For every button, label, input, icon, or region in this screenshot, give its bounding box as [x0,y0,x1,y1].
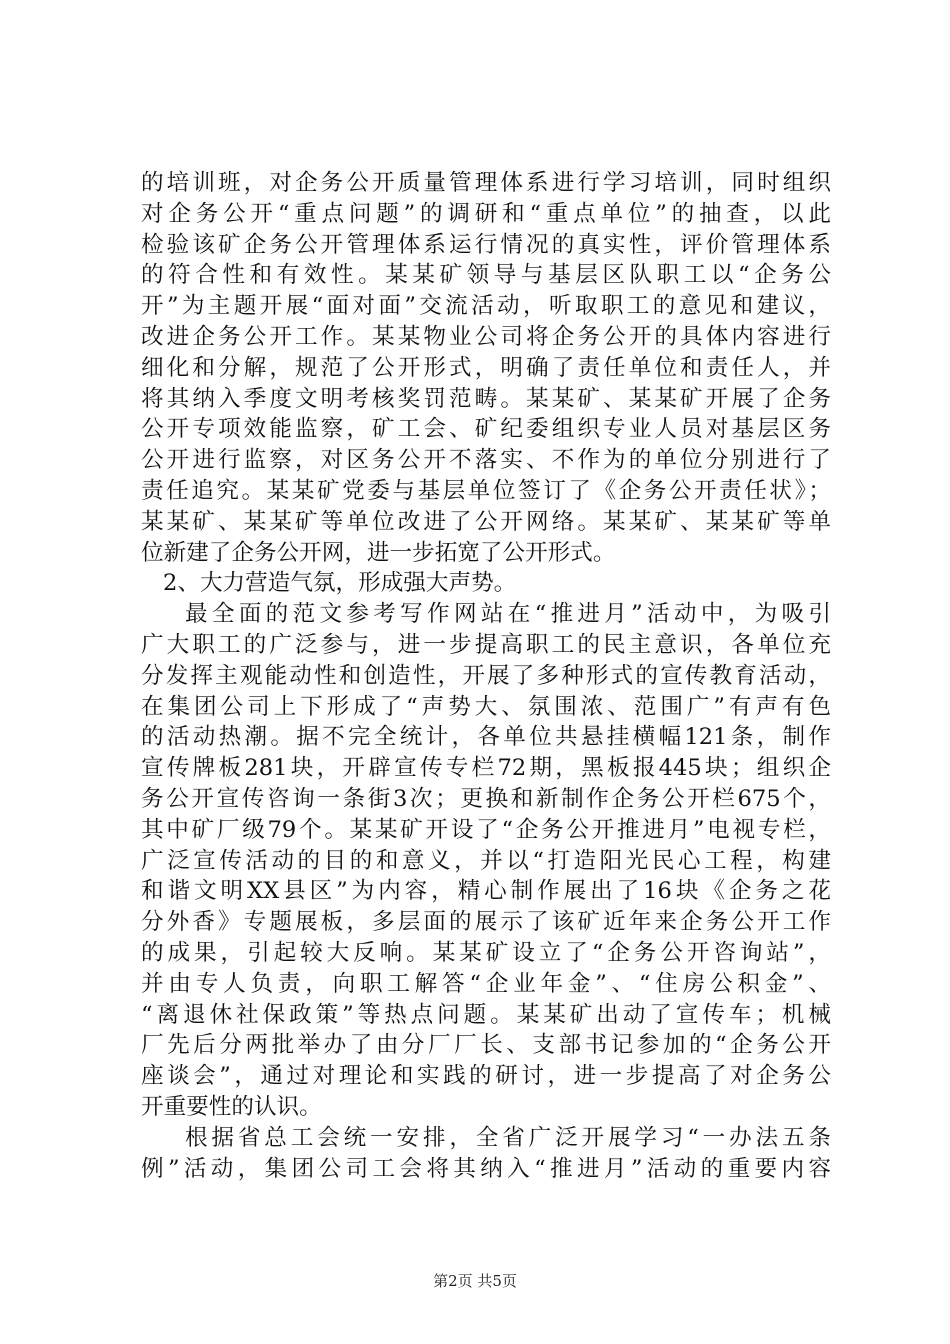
text-line: 位新建了企务公开网，进一步拓宽了公开形式。 [141,539,616,566]
text-line: 其中矿厂级79个。某某矿开设了“企务公开推进月”电视专栏， [141,816,831,843]
text-line: 广泛宣传活动的目的和意义，并以“打造阳光民心工程，构建 [141,847,831,874]
text-line: 宣传牌板281块，开辟宣传专栏72期，黑板报445块；组织企 [141,755,831,782]
text-line: 公开进行监察，对区务公开不落实、不作为的单位分别进行了 [141,447,831,474]
text-line: 检验该矿企务公开管理体系运行情况的真实性，评价管理体系 [141,231,831,258]
text-line: 责任追究。某某矿党委与基层单位签订了《企务公开责任状》； [141,477,831,504]
text-line: 的符合性和有效性。某某矿领导与基层区队职工以“企务公 [141,262,831,289]
text-line: 开”为主题开展“面对面”交流活动，听取职工的意见和建议， [141,293,831,320]
page-footer: 第2页 共5页 [433,1272,517,1290]
text-line: 开重要性的认识。 [141,1093,322,1120]
text-line: 将其纳入季度文明考核奖罚范畴。某某矿、某某矿开展了企务 [141,385,831,412]
text-line: 厂先后分两批举办了由分厂厂长、支部书记参加的“企务公开 [141,1032,831,1059]
text-line: 的活动热潮。据不完全统计，各单位共悬挂横幅121条，制作 [141,724,831,751]
text-line: 根据省总工会统一安排，全省广泛开展学习“一办法五条 [185,1124,831,1151]
body-text [141,168,831,1184]
text-line: 务公开宣传咨询一条街3次；更换和新制作企务公开栏675个， [141,785,831,812]
text-line: 分外香》专题展板，多层面的展示了该矿近年来企务公开工作 [141,909,831,936]
text-line: 座谈会”，通过对理论和实践的研讨，进一步提高了对企务公 [141,1063,831,1090]
text-line: 细化和分解，规范了公开形式，明确了责任单位和责任人，并 [141,354,831,381]
text-line: “离退休社保政策”等热点问题。某某矿出动了宣传车；机械 [141,1001,831,1028]
section-heading: 2、大力营造气氛，形成强大声势。 [163,570,517,597]
text-line: 的成果，引起较大反响。某某矿设立了“企务公开咨询站”， [141,939,831,966]
text-line: 某某矿、某某矿等单位改进了公开网络。某某矿、某某矿等单 [141,508,831,535]
text-line: 公开专项效能监察，矿工会、矿纪委组织专业人员对基层区务 [141,416,831,443]
text-line: 对企务公开“重点问题”的调研和“重点单位”的抽查，以此 [141,200,831,227]
text-line: 在集团公司上下形成了“声势大、氛围浓、范围广”有声有色 [141,693,831,720]
text-line: 和谐文明XX县区”为内容，精心制作展出了16块《企务之花 [141,878,831,905]
text-line: 例”活动，集团公司工会将其纳入“推进月”活动的重要内容 [141,1155,831,1182]
text-line: 改进企务公开工作。某某物业公司将企务公开的具体内容进行 [141,323,831,350]
text-line: 分发挥主观能动性和创造性，开展了多种形式的宣传教育活动， [141,662,831,689]
text-line: 的培训班，对企务公开质量管理体系进行学习培训，同时组织 [141,170,831,196]
text-line: 并由专人负责，向职工解答“企业年金”、“住房公积金”、 [141,970,831,997]
text-line: 广大职工的广泛参与，进一步提高职工的民主意识，各单位充 [141,631,831,658]
text-line: 最全面的范文参考写作网站在“推进月”活动中，为吸引 [185,601,831,628]
